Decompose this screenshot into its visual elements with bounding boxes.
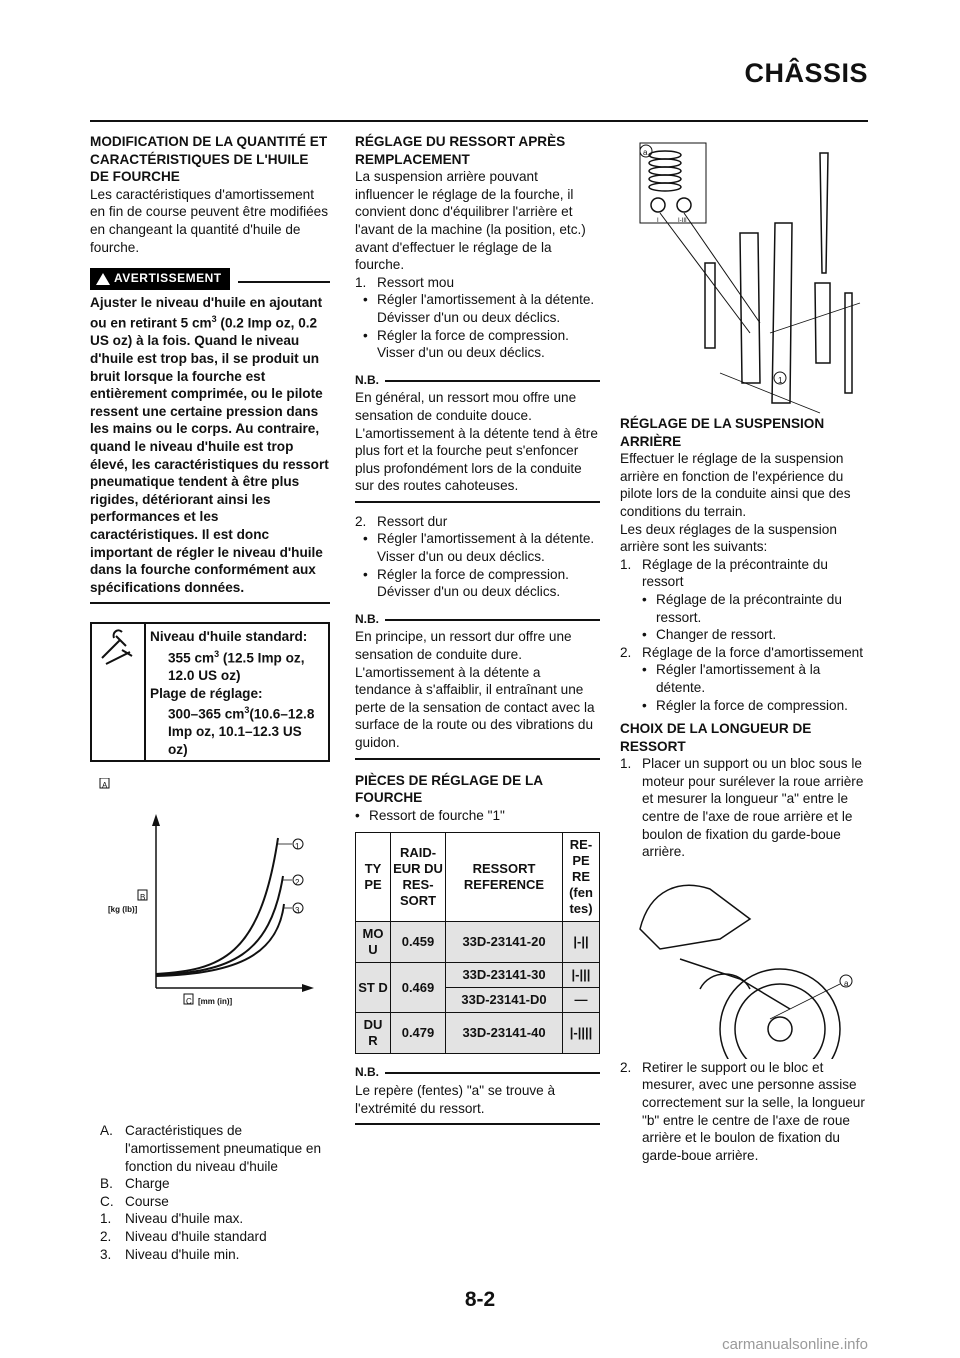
curve-1-label: 1 — [295, 842, 300, 852]
table-cell: 33D-23141-D0 — [446, 988, 563, 1013]
fork-exploded-figure — [620, 133, 868, 415]
fig-label-b: B — [140, 893, 146, 903]
warning-triangle-icon — [96, 273, 110, 285]
table-header-cell: RE- PE RE (fen tes) — [563, 833, 600, 922]
warning-text-a: Ajuster le niveau d'huile en ajoutant ou en retirant 5 cm — [90, 294, 323, 331]
table-header-cell: RESSORT REFERENCE — [446, 833, 563, 922]
bullet-subtext: Dévisser d'un ou deux déclics. — [377, 309, 561, 325]
bullet-item: • Régler la force de compression. — [642, 697, 848, 713]
legend-value: Niveau d'huile max. — [125, 1211, 244, 1227]
fig-label-c: C — [186, 997, 192, 1007]
legend-key: C. — [100, 1193, 114, 1209]
page-title: CHÂSSIS — [744, 58, 868, 88]
warning-label: AVERTISSEMENT — [114, 271, 222, 286]
superscript: 3 — [211, 314, 217, 325]
bullet-item: • Changer de ressort. — [642, 627, 777, 643]
bullet-item: • Régler l'amortissement à la détente. — [620, 661, 868, 696]
table-header-cell: RAID- EUR DU RES- SORT — [391, 833, 446, 922]
legend-key: 3. — [100, 1246, 112, 1262]
section-heading: CHOIX DE LA LONGUEUR DE RESSORT — [620, 721, 812, 754]
bullet-text: Régler la force de compression. — [377, 327, 569, 343]
note-text: En général, un ressort mou offre une sensation de conduite douce. L'amortissement à la détente tend à être plus fort et la fourche peut s'enfoncer plus profondément lors de la conduite sur des routes cahoteuses. — [355, 389, 600, 503]
bullet-item: • Régler l'amortissement à la détente. Dévisser d'un ou deux déclics. — [363, 292, 595, 325]
table-header-cell: TY PE — [356, 833, 391, 922]
legend-item — [100, 1175, 330, 1193]
note-box — [355, 611, 600, 760]
list-item: 1. Ressort mou — [355, 274, 455, 290]
bullet-text: Régler la force de compression. — [656, 697, 848, 713]
curve-2-label: 2 — [295, 878, 300, 888]
bullet-subtext: Visser d'un ou deux déclics. — [377, 345, 545, 361]
table-cell: 33D-23141-30 — [446, 963, 563, 988]
fig-unit-x: [mm (in)] — [198, 997, 233, 1007]
warning-box — [90, 268, 330, 604]
superscript: 3 — [244, 705, 250, 716]
curve-3-label: 3 — [295, 906, 300, 916]
list-item: 1. Placer un support ou un bloc sous le moteur pour surélever la roue arrière et mesurer la longueur "a" entre le centre de l'axe de roue arrière et le boulon de fixation du garde-boue arrière. — [620, 755, 868, 861]
bullet-subtext: Visser d'un ou deux déclics. — [377, 549, 545, 565]
legend-value: Caractéristiques de l'amortissement pneumatique en fonction du niveau d'huile — [125, 1123, 322, 1174]
legend-key: 1. — [100, 1211, 112, 1227]
list-item-text: Ressort mou — [377, 274, 455, 290]
bullet-subtext: Dévisser d'un ou deux déclics. — [377, 584, 561, 600]
section-heading: MODIFICATION DE LA QUANTITÉ ET CARACTÉRISTIQUES DE L'HUILE DE FOURCHE — [90, 134, 328, 185]
figure-legend — [90, 1122, 330, 1263]
warning-badge — [90, 268, 230, 290]
spec-box — [90, 622, 330, 762]
superscript: 3 — [214, 648, 220, 659]
fork-label-a: a — [643, 148, 648, 157]
table-header — [356, 833, 600, 922]
paragraph: Effectuer le réglage de la suspension arrière en fonction de l'expérience du pilote lors de la conduite ainsi que des conditions du terrain. — [620, 451, 851, 519]
bullet-item: • Régler la force de compression. Visser d'un ou deux déclics. — [363, 327, 569, 361]
warning-rule — [238, 281, 330, 283]
list-item: 2. Ressort dur — [355, 513, 448, 529]
intro-paragraph: Les caractéristiques d'amortissement en fin de course peuvent être modifiées en changeant la quantité d'huile de fourche. — [90, 186, 329, 255]
intro-paragraph: La suspension arrière pouvant influencer le réglage de la fourche, il convient donc d'équilibrer l'arrière et l'avant de la machine (la position, etc.) avant d'effectuer le réglage de la fourche. — [355, 169, 586, 273]
bullet-text: Ressort de fourche "1" — [369, 807, 505, 823]
fork-label-i: I — [657, 218, 659, 224]
bullet-text: Réglage de la précontrainte du ressort. — [656, 591, 842, 625]
bullet-text: Régler la force de compression. — [377, 566, 569, 582]
section-heading: RÉGLAGE DE LA SUSPENSION ARRIÈRE — [620, 416, 825, 449]
column-middle — [355, 133, 600, 1125]
legend-item — [100, 1193, 330, 1211]
section-heading: RÉGLAGE DU RESSORT APRÈS REMPLACEMENT — [355, 134, 566, 167]
table-cell: 33D-23141-20 — [446, 922, 563, 963]
table-row — [356, 922, 600, 963]
legend-value: Course — [125, 1193, 169, 1209]
paragraph: Les deux réglages de la suspension arrière sont les suivants: — [620, 521, 837, 555]
spec-range-b: (10.6–12.8 Imp oz, 10.1–12.3 US oz) — [168, 706, 315, 757]
table-cell: |-|||| — [563, 1013, 600, 1054]
header-rule — [90, 120, 868, 122]
bullet-item: • Ressort de fourche "1" — [355, 807, 505, 823]
list-item: 2. Retirer le support ou le bloc et mesurer, avec une personne assise correctement sur la selle, la longueur "b" entre le centre de l'axe de roue arrière et le boulon de fixation du garde-boue arrière. — [620, 1059, 868, 1165]
bullet-text: Régler l'amortissement à la détente. — [377, 531, 595, 547]
bullet-text: Régler l'amortissement à la détente. — [656, 662, 821, 695]
fork-label-iiii: I-III — [678, 218, 687, 224]
bullet-item: • Régler l'amortissement à la détente. Visser d'un ou deux déclics. — [363, 531, 595, 565]
legend-key: 2. — [100, 1228, 112, 1244]
damping-figure — [90, 778, 330, 1108]
note-box — [355, 1064, 600, 1125]
note-text: En principe, un ressort dur offre une sensation de conduite dure. L'amortissement à la détente a tendance à s'affaiblir, il entraînant une perte de la sensation de contact avec la surface de la route ou des vibrations du guidon. — [355, 628, 600, 759]
list-item-text: Retirer le support ou le bloc et mesurer, avec une personne assise correctement sur la selle, la longueur "b" entre le centre de l'axe de roue arrière et le boulon de fixation du garde-boue arrière. — [642, 1059, 865, 1163]
table-cell: DU R — [356, 1013, 391, 1054]
table-cell: ST D — [356, 963, 391, 1013]
list-item-text: Ressort dur — [377, 513, 448, 529]
fork-label-1: 1 — [778, 376, 783, 385]
table-cell: |-|| — [563, 922, 600, 963]
bullet-item: • Régler la force de compression. Dévisser d'un ou deux déclics. — [363, 566, 569, 600]
note-label: N.B. — [355, 372, 379, 387]
table-cell: 33D-23141-40 — [446, 1013, 563, 1054]
rear-wheel-figure — [620, 869, 868, 1059]
bullet-text: Changer de ressort. — [656, 627, 777, 643]
legend-item — [100, 1210, 330, 1228]
column-right — [620, 133, 868, 1164]
table-cell: — — [563, 988, 600, 1013]
table-cell: |-||| — [563, 963, 600, 988]
spec-range — [150, 702, 324, 758]
bike-label-a: a — [844, 978, 849, 988]
bullet-item: • Réglage de la précontrainte du ressort. — [620, 591, 868, 626]
table-cell: 0.469 — [391, 963, 446, 1013]
note-label: N.B. — [355, 1065, 379, 1080]
spring-table — [355, 832, 600, 1054]
wrench-icon — [92, 624, 146, 760]
list-item-text: Réglage de la précontrainte du ressort — [642, 556, 828, 590]
legend-value: Niveau d'huile standard — [125, 1228, 267, 1244]
spec-range-a: 300–365 cm — [168, 706, 245, 722]
table-row — [356, 963, 600, 988]
table-cell: 0.459 — [391, 922, 446, 963]
table-cell: MO U — [356, 922, 391, 963]
table-cell: 0.479 — [391, 1013, 446, 1054]
watermark: carmanualsonline.info — [722, 1336, 868, 1353]
list-item-text: Réglage de la force d'amortissement — [642, 644, 863, 660]
list-item: 1. Réglage de la précontrainte du ressort — [620, 556, 868, 591]
page-number: 8-2 — [464, 1288, 496, 1311]
warning-text-b: (0.2 Imp oz, 0.2 US oz) à la fois. Quand le niveau d'huile est trop bas, il se produit un bruit lorsque la fourche est entièrement comprimée, ou le pilote ressent une certaine pression dans les mains ou le corps. Au contraire, quand le niveau d'huile est trop élevé, les caractéristiques du ressort pneumatique tendent à être plus rigides, détériorant ainsi les performances et les caractéristiques. Il est donc important de régler le niveau d'huile dans la fourche conformément aux spécifications données. — [90, 315, 329, 595]
bullet-text: Régler l'amortissement à la détente. — [377, 292, 595, 308]
legend-value: Charge — [125, 1176, 170, 1192]
table-row — [356, 1013, 600, 1054]
legend-key: B. — [100, 1176, 113, 1192]
column-left — [90, 133, 330, 1263]
spec-value-b: (12.5 Imp oz, 12.0 US oz) — [168, 650, 305, 684]
fig-label-a: A — [102, 781, 108, 791]
spec-text — [146, 624, 328, 760]
list-item-text: Placer un support ou un bloc sous le moteur pour surélever la roue arrière et mesurer la longueur "a" entre le centre de l'axe de roue arrière et le boulon de fixation du garde-boue arrière. — [642, 756, 864, 860]
legend-item — [100, 1228, 330, 1246]
section-heading: PIÈCES DE RÉGLAGE DE LA FOURCHE — [355, 772, 543, 806]
note-label: N.B. — [355, 611, 379, 626]
note-text: Le repère (fentes) "a" se trouve à l'extrémité du ressort. — [355, 1082, 600, 1125]
list-item: 2. Réglage de la force d'amortissement — [620, 644, 863, 660]
legend-item — [100, 1246, 330, 1264]
spec-value — [150, 646, 324, 685]
legend-key: A. — [100, 1123, 113, 1139]
fig-unit-y: [kg (lb)] — [108, 905, 138, 915]
legend-value: Niveau d'huile min. — [125, 1246, 240, 1262]
legend-item — [100, 1122, 330, 1175]
spec-line: Plage de réglage: — [150, 685, 263, 701]
warning-text — [90, 294, 330, 605]
note-box — [355, 372, 600, 503]
spec-line: Niveau d'huile standard: — [150, 629, 308, 645]
spec-value-a: 355 cm — [168, 650, 215, 666]
